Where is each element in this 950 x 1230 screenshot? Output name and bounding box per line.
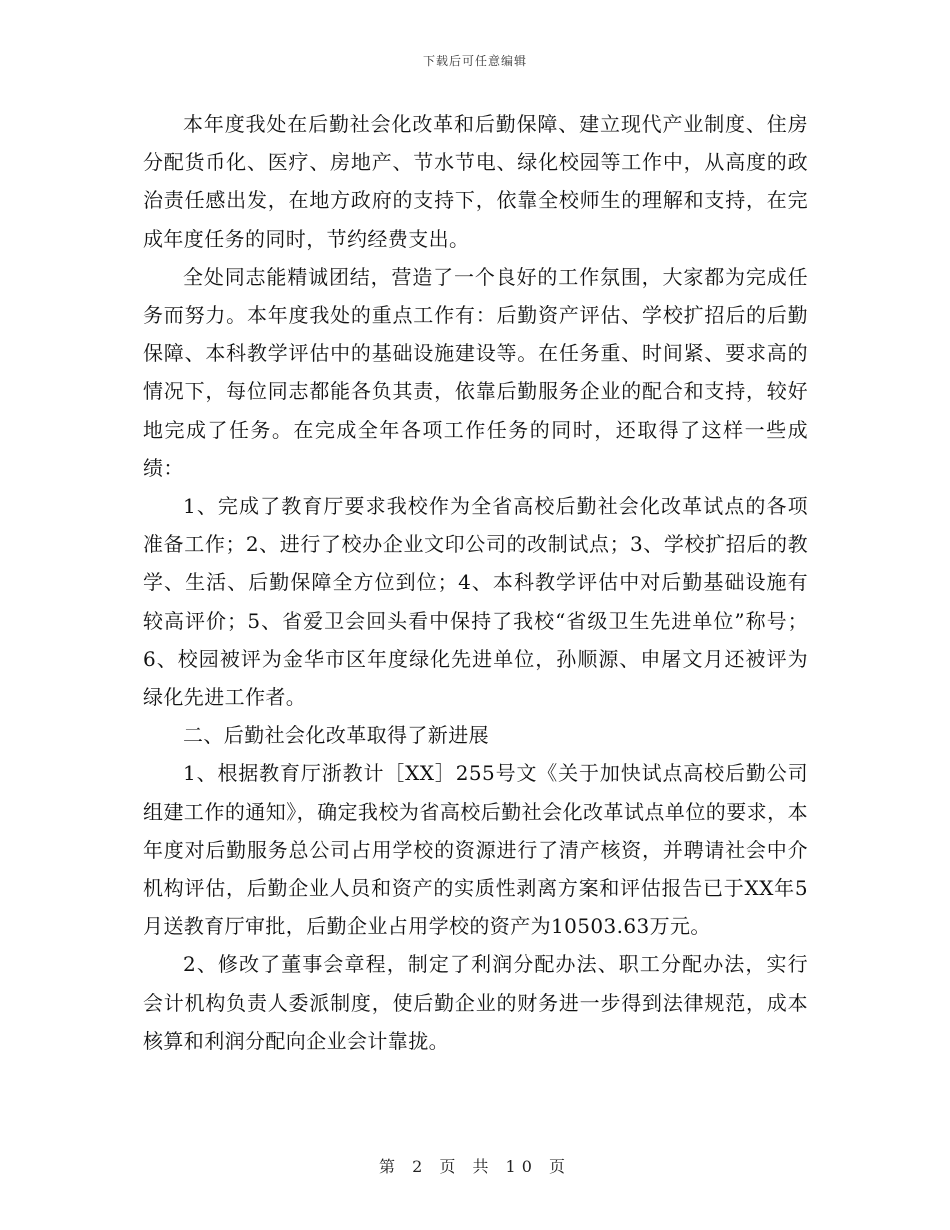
paragraph: 1、完成了教育厅要求我校作为全省高校后勤社会化改革试点的各项准备工作；2、进行了校办企业文印公司的改制试点；3、学校扩招后的教学、生活、后勤保障全方位到位；4、本科教学评估中对后勤基础设施有较高评价；5、省爱卫会回头看中保持了我校“省级卫生先进单位”称号；6、校园被评为金华市区年度绿化先进单位，孙顺源、申屠文月还被评为绿化先进工作者。: [143, 494, 808, 710]
document-body: [143, 105, 808, 1060]
page-number-footer: 第 2 页 共 10 页: [379, 1157, 571, 1176]
section-heading: 二、后勤社会化改革取得了新进展: [183, 723, 489, 748]
paragraph: 全处同志能精诚团结，营造了一个良好的工作氛围，大家都为完成任务而努力。本年度我处的重点工作有：后勤资产评估、学校扩招后的后勤保障、本科教学评估中的基础设施建设等。在任务重、时间紧、要求高的情况下，每位同志都能各负其责，依靠后勤服务企业的配合和支持，较好地完成了任务。在完成全年各项工作任务的同时，还取得了这样一些成绩：: [143, 264, 808, 480]
paragraph: 本年度我处在后勤社会化改革和后勤保障、建立现代产业制度、住房分配货币化、医疗、房地产、节水节电、绿化校园等工作中，从高度的政治责任感出发，在地方政府的支持下，依靠全校师生的理解和支持，在完成年度任务的同时，节约经费支出。: [143, 112, 808, 251]
paragraph: 1、根据教育厅浙教计［XX］255号文《关于加快试点高校后勤公司组建工作的通知》，确定我校为省高校后勤社会化改革试点单位的要求，本年度对后勤服务总公司占用学校的资源进行了清产核资，并聘请社会中介机构评估，后勤企业人员和资产的实质性剥离方案和评估报告已于XX年5月送教育厅审批，后勤企业占用学校的资产为10503.63万元。: [143, 761, 808, 939]
paragraph: 2、修改了董事会章程，制定了利润分配办法、职工分配办法，实行会计机构负责人委派制度，使后勤企业的财务进一步得到法律规范，成本核算和利润分配向企业会计靠拢。: [143, 952, 808, 1053]
header-note: 下载后可任意编辑: [422, 54, 527, 68]
